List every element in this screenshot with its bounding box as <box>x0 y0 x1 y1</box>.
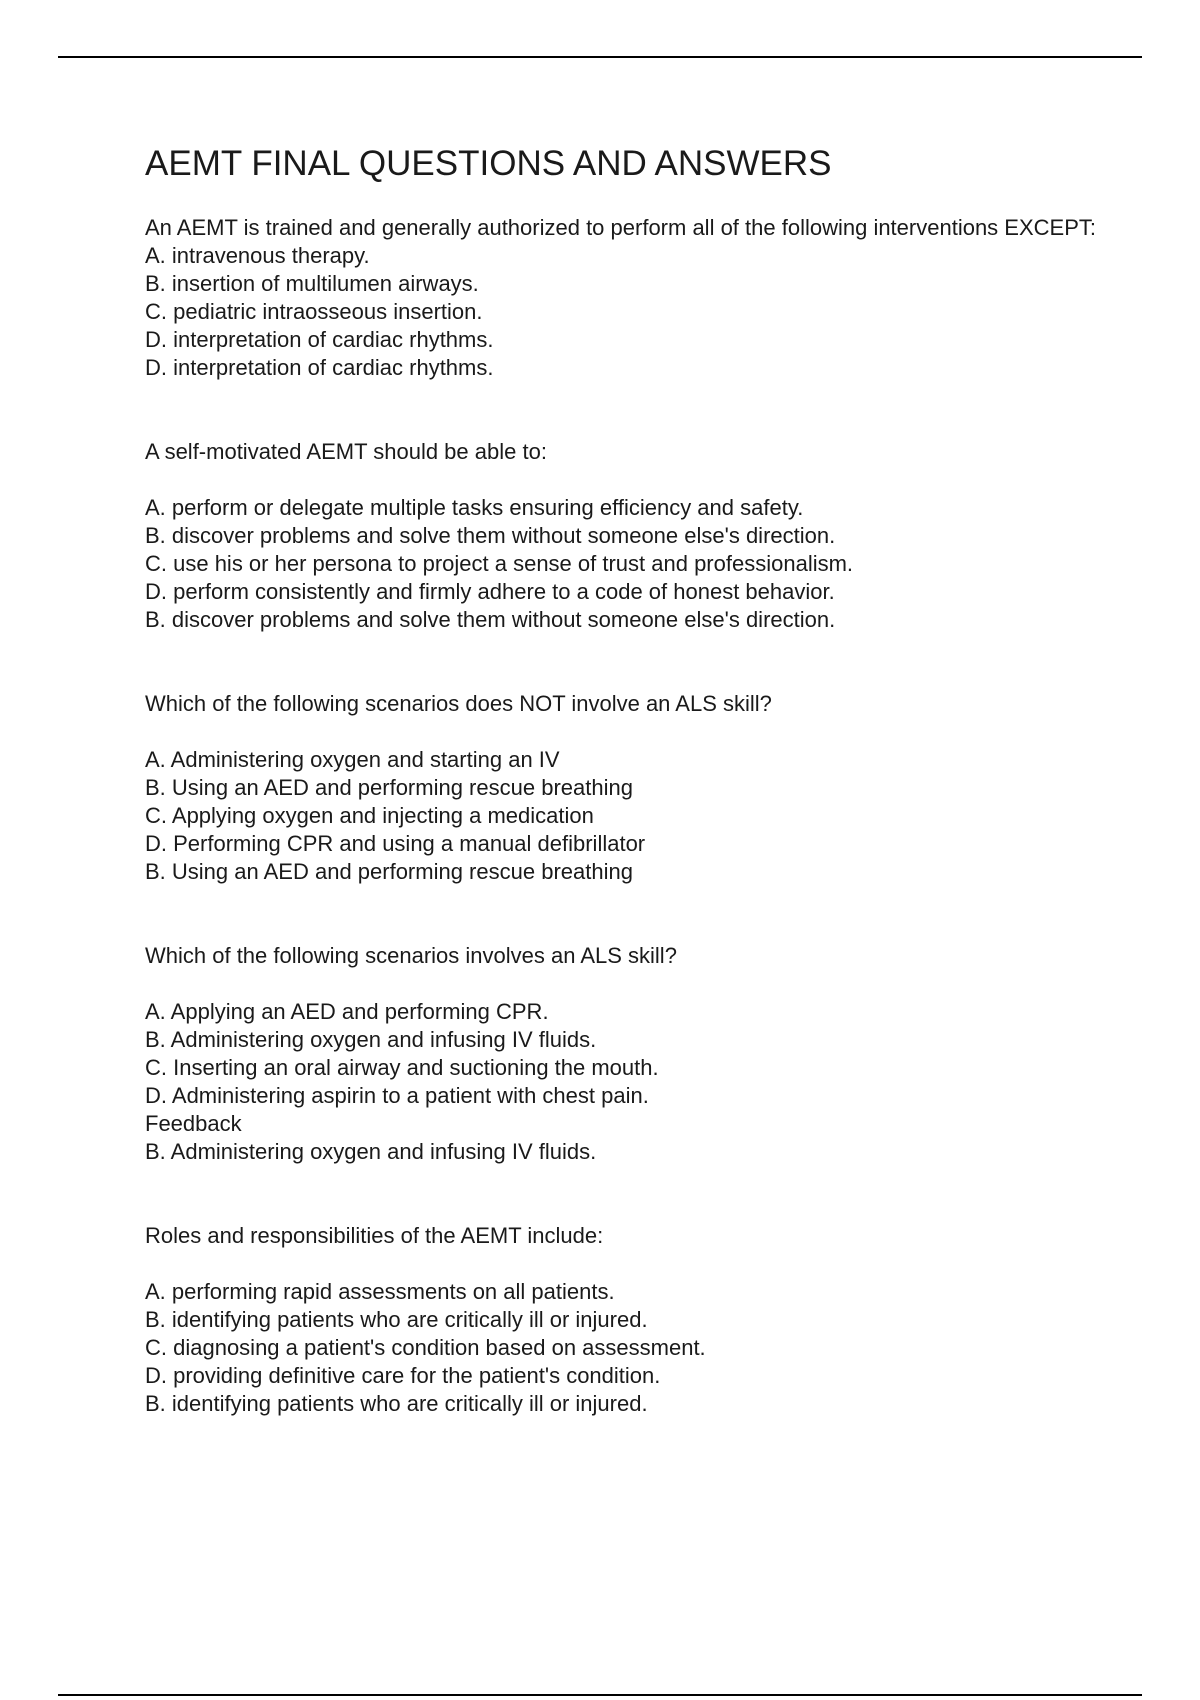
option-list <box>145 998 1105 1166</box>
option-item: B. Using an AED and performing rescue breathing <box>145 775 633 800</box>
option-item: C. use his or her persona to project a sense of trust and professionalism. <box>145 551 854 576</box>
spacer <box>145 886 1105 942</box>
question-stem: Which of the following scenarios does NOT involve an ALS skill? <box>145 691 772 716</box>
option-item: A. performing rapid assessments on all patients. <box>145 1279 615 1304</box>
option-item: B. insertion of multilumen airways. <box>145 271 479 296</box>
option-item: D. Administering aspirin to a patient with chest pain. <box>145 1083 649 1108</box>
option-item: A. Administering oxygen and starting an IV <box>145 747 560 772</box>
option-item: C. Inserting an oral airway and suctioning the mouth. <box>145 1055 659 1080</box>
question-stem: A self-motivated AEMT should be able to: <box>145 439 547 464</box>
feedback-label: Feedback <box>145 1111 242 1136</box>
question-block <box>145 438 1105 634</box>
question-stem: An AEMT is trained and generally authorized to perform all of the following interventions EXCEPT: <box>145 215 1096 240</box>
answer-line: B. Administering oxygen and infusing IV fluids. <box>145 1139 597 1164</box>
option-item: B. discover problems and solve them without someone else's direction. <box>145 523 836 548</box>
top-rule <box>58 56 1142 58</box>
question-block <box>145 942 1105 1166</box>
spacer <box>145 634 1105 690</box>
option-item: C. diagnosing a patient's condition based on assessment. <box>145 1335 706 1360</box>
option-item: A. Applying an AED and performing CPR. <box>145 999 549 1024</box>
option-list <box>145 494 1105 634</box>
answer-line: B. Using an AED and performing rescue breathing <box>145 859 633 884</box>
option-item: D. providing definitive care for the patient's condition. <box>145 1363 661 1388</box>
document-title: AEMT FINAL QUESTIONS AND ANSWERS <box>145 144 832 183</box>
question-block <box>145 1222 1105 1418</box>
option-list <box>145 746 1105 886</box>
question-block <box>145 690 1105 886</box>
question-block <box>145 214 1105 382</box>
option-item: B. identifying patients who are critically ill or injured. <box>145 1307 648 1332</box>
answer-line: B. identifying patients who are critically ill or injured. <box>145 1391 648 1416</box>
option-list <box>145 242 1105 382</box>
document-body <box>145 142 1105 1418</box>
bottom-rule <box>58 1694 1142 1696</box>
option-item: A. perform or delegate multiple tasks ensuring efficiency and safety. <box>145 495 804 520</box>
question-stem: Roles and responsibilities of the AEMT include: <box>145 1223 604 1248</box>
spacer <box>145 1166 1105 1222</box>
option-item: D. interpretation of cardiac rhythms. <box>145 327 494 352</box>
option-item: C. Applying oxygen and injecting a medication <box>145 803 594 828</box>
answer-line: B. discover problems and solve them without someone else's direction. <box>145 607 836 632</box>
answer-line: D. interpretation of cardiac rhythms. <box>145 355 494 380</box>
option-item: D. Performing CPR and using a manual defibrillator <box>145 831 646 856</box>
option-item: C. pediatric intraosseous insertion. <box>145 299 483 324</box>
spacer <box>145 382 1105 438</box>
option-item: A. intravenous therapy. <box>145 243 370 268</box>
option-list <box>145 1278 1105 1418</box>
option-item: D. perform consistently and firmly adhere to a code of honest behavior. <box>145 579 835 604</box>
question-stem: Which of the following scenarios involves an ALS skill? <box>145 943 677 968</box>
option-item: B. Administering oxygen and infusing IV fluids. <box>145 1027 597 1052</box>
